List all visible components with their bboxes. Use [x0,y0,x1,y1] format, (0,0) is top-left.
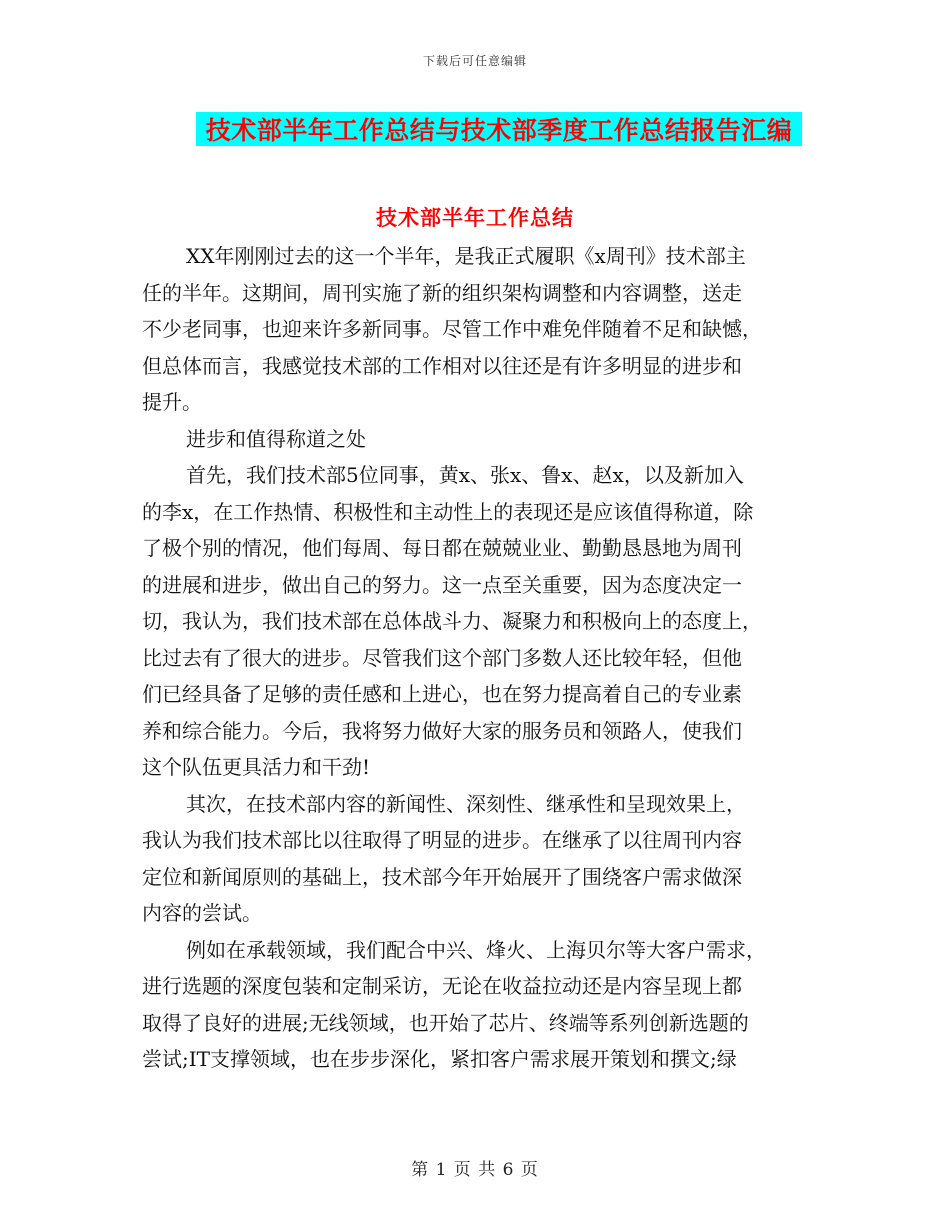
page-header-note: 下载后可任意编辑 [422,54,527,68]
body-line: 提升。 [142,390,202,414]
body-line: 定位和新闻原则的基础上，技术部今年开始展开了围绕客户需求做深 [142,864,742,889]
body-line: 比过去有了很大的进步。尽管我们这个部门多数人还比较年轻，但他 [142,645,742,670]
body-line: 切，我认为，我们技术部在总体战斗力、凝聚力和积极向上的态度上， [142,609,762,633]
body-line: 任的半年。这期间，周刊实施了新的组织架构调整和内容调整，送走 [142,280,742,305]
body-line: 进步和值得称道之处 [186,426,366,451]
page-footer: 第 1 页 共 6 页 [411,1160,539,1180]
body-line: 但总体而言，我感觉技术部的工作相对以往还是有许多明显的进步和 [142,353,742,378]
section-title: 技术部半年工作总结 [376,205,574,230]
document-title-highlight [196,112,802,146]
body-line: 取得了良好的进展;无线领域，也开始了芯片、终端等系列创新选题的 [142,1010,749,1035]
document-body [142,220,814,1078]
body-line: 这个队伍更具活力和干劲! [142,755,371,779]
body-line: 的李x，在工作热情、积极性和主动性上的表现还是应该值得称道，除 [142,499,754,524]
body-line: 其次，在技术部内容的新闻性、深刻性、继承性和呈现效果上， [186,791,746,816]
body-line: 不少老同事，也迎来许多新同事。尽管工作中难免伴随着不足和缺憾， [142,317,762,341]
body-line: 进行选题的深度包装和定制采访，无论在收益拉动还是内容呈现上都 [142,974,742,998]
body-line: 首先，我们技术部5位同事，黄x、张x、鲁x、赵x，以及新加入 [186,463,744,487]
body-line: 内容的尝试。 [142,901,262,925]
body-line: XX年刚刚过去的这一个半年，是我正式履职《x周刊》技术部主 [186,244,746,268]
body-line: 了极个别的情况，他们每周、每日都在兢兢业业、勤勤恳恳地为周刊 [142,536,742,560]
body-line: 养和综合能力。今后，我将努力做好大家的服务员和领路人，使我们 [142,718,742,743]
body-line: 例如在承载领域，我们配合中兴、烽火、上海贝尔等大客户需求， [186,937,766,962]
body-line: 的进展和进步，做出自己的努力。这一点至关重要，因为态度决定一 [142,572,742,597]
body-line: 们已经具备了足够的责任感和上进心，也在努力提高着自己的专业素 [142,682,742,706]
body-line: 尝试;IT支撑领域，也在步步深化，紧扣客户需求展开策划和撰文;绿 [142,1047,737,1071]
body-line: 我认为我们技术部比以往取得了明显的进步。在继承了以往周刊内容 [142,828,742,852]
document-title: 技术部半年工作总结与技术部季度工作总结报告汇编 [205,116,793,145]
